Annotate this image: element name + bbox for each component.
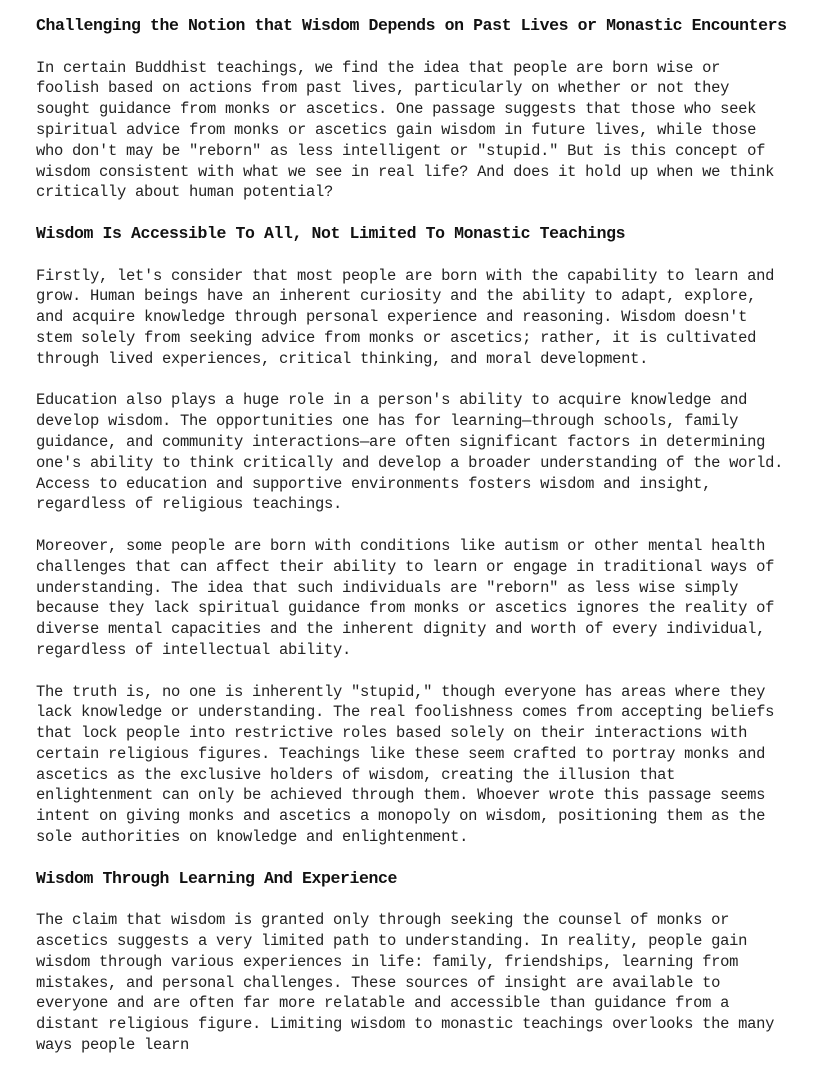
intro-paragraph: In certain Buddhist teachings, we find the idea that people are born wise or foolish based on actions from past lives, particularly on whether or not they sought guidance from monks or ascetics. One passage suggests that those who seek spiritual advice from monks or ascetics gain wisdom in future lives, while those who don't may be "reborn" as less intelligent or "stupid." But is this concept of wisdom consistent with what we see in real life? And does it hold up when we think critically about human potential? <box>36 58 775 202</box>
paragraph: Education also plays a huge role in a person's ability to acquire knowledge and develop wisdom. The opportunities one has for learning—through schools, family guidance, and community interactions—are often significant factors in determining one's ability to think critically and develop a broader understanding of the world. Access to education and supportive environments fosters wisdom and insight, regardless of religious teachings. <box>36 391 784 514</box>
section-heading-wisdom-accessible: Wisdom Is Accessible To All, Not Limited To Monastic Teachings <box>36 223 626 243</box>
paragraph: Firstly, let's consider that most people are born with the capability to learn and grow. Human beings have an inherent curiosity and the ability to adapt, explore, and acquire knowledge through personal experience and reasoning. Wisdom doesn't stem solely from seeking advice from monks or ascetics; rather, it is cultivated through lived experiences, critical thinking, and moral development. <box>36 266 775 368</box>
paragraph: The truth is, no one is inherently "stupid," though everyone has areas where they lack knowledge or understanding. The real foolishness comes from accepting beliefs that lock people into restrictive roles based solely on their interactions with certain religious figures. Teachings like these seem crafted to portray monks and ascetics as the exclusive holders of wisdom, creating the illusion that enlightenment can only be achieved through them. Whoever wrote this passage seems intent on giving monks and ascetics a monopoly on wisdom, positioning them as the sole authorities on knowledge and enlightenment. <box>36 682 775 847</box>
section-heading-learning-experience: Wisdom Through Learning And Experience <box>36 868 398 888</box>
document-title: Challenging the Notion that Wisdom Depends on Past Lives or Monastic Encounters <box>36 16 787 35</box>
paragraph: The claim that wisdom is granted only through seeking the counsel of monks or ascetics suggests a very limited path to understanding. In reality, people gain wisdom through various experiences in life: family, friendships, learning from mistakes, and personal challenges. These sources of insight are available to everyone and are often far more relatable and accessible than guidance from a distant religious figure. Limiting wisdom to monastic teachings overlooks the many ways people learn <box>36 911 775 1055</box>
document-page <box>36 16 792 1077</box>
paragraph: Moreover, some people are born with conditions like autism or other mental health challenges that can affect their ability to learn or engage in traditional ways of understanding. The idea that such individuals are "reborn" as less wise simply because they lack spiritual guidance from monks or ascetics ignores the reality of diverse mental capacities and the inherent dignity and worth of every individual, regardless of intellectual ability. <box>36 536 775 659</box>
